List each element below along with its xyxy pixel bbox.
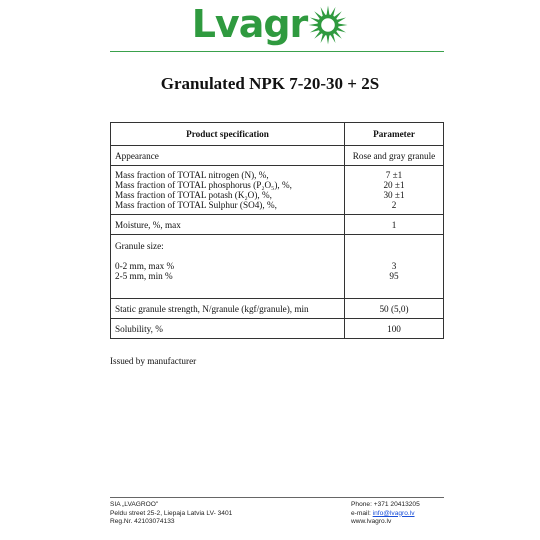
spec-cell — [111, 235, 345, 299]
spec-line: Mass fraction of TOTAL potash (K₂O), %, — [115, 190, 272, 200]
table-row — [111, 319, 444, 339]
sun-ray — [327, 35, 330, 45]
spec-cell — [111, 215, 345, 235]
spec-cell — [111, 299, 345, 319]
footer-email-line — [351, 510, 420, 519]
footer-website[interactable]: www.lvagro.lv — [351, 518, 392, 526]
issued-note: Issued by manufacturer — [110, 356, 197, 366]
table-header-row — [111, 123, 444, 146]
spec-line: Mass fraction of TOTAL nitrogen (N), %, — [115, 170, 269, 180]
footer-email-link[interactable]: info@lvagro.lv — [372, 509, 415, 517]
table-row — [111, 215, 444, 235]
footer-phone: Phone: +371 20413205 — [351, 501, 420, 508]
header-product-specification: Product specification — [111, 123, 345, 146]
logo — [0, 2, 540, 46]
param-line: 2 — [391, 200, 397, 210]
param-cell — [345, 235, 444, 299]
spec-cell — [111, 319, 345, 339]
param-line: 3 — [391, 261, 397, 271]
param-line: 100 — [387, 323, 401, 334]
spec-cell — [111, 166, 345, 215]
param-cell — [345, 146, 444, 166]
param-line: 7 ±1 — [385, 170, 403, 180]
param-line: 50 (5,0) — [379, 303, 409, 314]
param-line: 30 ±1 — [383, 190, 405, 200]
sun-ray — [309, 24, 319, 27]
sun-ray — [327, 6, 330, 16]
spec-line: Static granule strength, N/granule (kgf/granule), min — [115, 303, 309, 314]
spec-line: Appearance — [115, 150, 159, 161]
table-row — [111, 166, 444, 215]
footer-email-label: e-mail: — [351, 509, 371, 517]
param-cell — [345, 215, 444, 235]
footer-divider — [110, 497, 444, 498]
param-cell — [345, 319, 444, 339]
spec-line: Mass fraction of TOTAL phosphorus (P₂O₅), %, — [115, 180, 292, 190]
header-divider — [110, 51, 444, 52]
spec-cell — [111, 146, 345, 166]
param-cell — [345, 166, 444, 215]
table-row — [111, 299, 444, 319]
footer-reg-number: Reg.Nr. 42103074133 — [110, 518, 175, 526]
header-parameter: Parameter — [345, 123, 444, 146]
table-row — [111, 235, 444, 299]
table-row — [111, 146, 444, 166]
param-line: 1 — [391, 219, 397, 230]
param-line: Rose and gray granule — [352, 150, 436, 161]
spec-line: 0-2 mm, max % — [115, 261, 175, 271]
specification-table — [110, 122, 444, 339]
sun-logo-icon — [308, 5, 348, 45]
page-title: Granulated NPK 7-20-30 + 2S — [160, 74, 380, 93]
logo-text: Lvagr — [191, 2, 308, 46]
footer-company-info — [110, 501, 232, 527]
footer-company-name: SIA „LVAGROO" — [110, 501, 159, 508]
footer-address: Peldu street 25-2, Liepaja Latvia LV- 3401 — [110, 509, 233, 517]
spec-line: Solubility, % — [115, 323, 163, 334]
param-line: 20 ±1 — [383, 180, 405, 190]
spec-line: Granule size: — [115, 241, 164, 251]
param-line: 95 — [389, 271, 399, 281]
spec-line: 2-5 mm, min % — [115, 271, 173, 281]
param-cell — [345, 299, 444, 319]
footer-contact-info — [351, 501, 420, 527]
spec-line: Moisture, %, max — [115, 219, 181, 230]
sun-ray — [338, 24, 348, 27]
spec-line: Mass fraction of TOTAL Sulphur (SO4), %, — [115, 200, 277, 210]
